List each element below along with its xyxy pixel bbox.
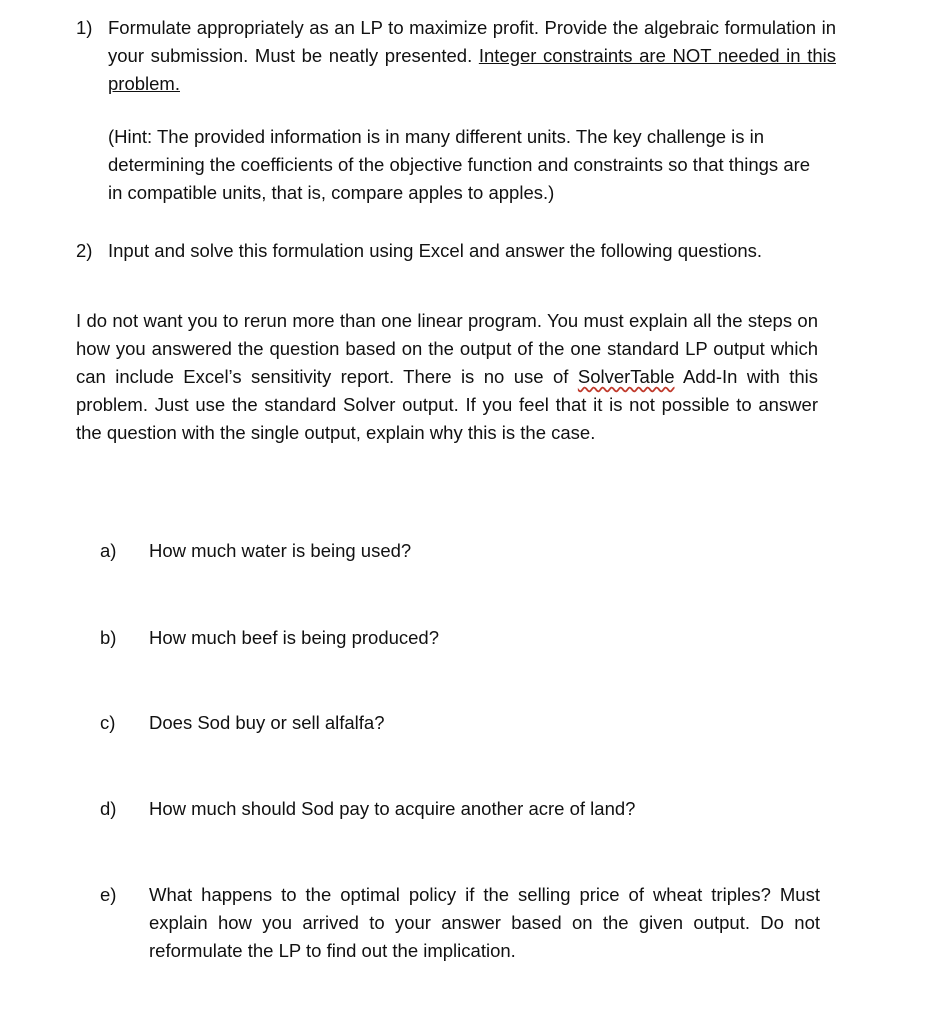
question-d xyxy=(100,795,820,823)
question-e-text: What happens to the optimal policy if the selling price of wheat triples? Must explain how you arrived to your answer based on the given output. Do not reformulate the LP to find out the implication. xyxy=(149,884,820,961)
question-e xyxy=(100,881,820,965)
question-d-text: How much should Sod pay to acquire another acre of land? xyxy=(149,798,636,819)
question-b-label: b) xyxy=(100,627,117,648)
question-d-label: d) xyxy=(100,798,117,819)
question-a-label: a) xyxy=(100,540,117,561)
question-e-label: e) xyxy=(100,884,117,905)
instructions-paragraph xyxy=(76,307,818,447)
item-1-text xyxy=(108,14,836,98)
instructions-text-start: I do not want you to rerun more than one linear program. You must explain all the steps on how you answered the question based on the output of the one standard LP output which can include Excel’s sensitivity report. There is no use of xyxy=(76,310,818,387)
item-1-number: 1) xyxy=(76,17,93,38)
item-2 xyxy=(76,237,836,265)
spellcheck-flagged-term: SolverTable xyxy=(577,366,675,387)
item-1-underlined-note: Integer constraints are NOT needed in this problem. xyxy=(108,45,836,94)
question-c xyxy=(100,709,820,737)
question-c-label: c) xyxy=(100,712,116,733)
question-c-text: Does Sod buy or sell alfalfa? xyxy=(149,712,385,733)
item-1 xyxy=(76,14,836,98)
question-b xyxy=(100,624,820,652)
instructions-text-end: Add-In with this problem. Just use the standard Solver output. If you feel that it is not possible to answer the question with the single output, explain why this is the case. xyxy=(76,366,818,443)
question-b-text: How much beef is being produced? xyxy=(149,627,440,648)
item-2-number: 2) xyxy=(76,240,93,261)
hint-paragraph: (Hint: The provided information is in many different units. The key challenge is in determining the coefficients of the objective function and constraints so that things are in compatible units, that is, compare apples to apples.) xyxy=(108,126,811,203)
question-a xyxy=(100,537,820,565)
question-a-text: How much water is being used? xyxy=(149,540,412,561)
item-1-main-text: Formulate appropriately as an LP to maximize profit. Provide the algebraic formulation in your submission. Must be neatly presented. xyxy=(108,17,836,66)
item-2-text: Input and solve this formulation using Excel and answer the following questions. xyxy=(108,240,763,261)
